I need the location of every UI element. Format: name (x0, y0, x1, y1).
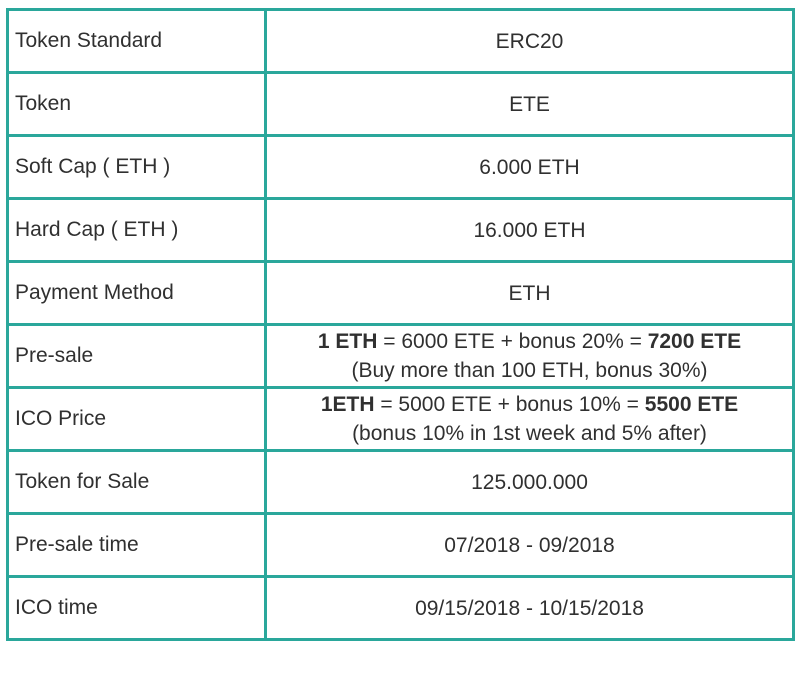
value-line: 07/2018 - 09/2018 (444, 533, 615, 557)
row-label-hard-cap-eth: Hard Cap ( ETH ) (8, 199, 266, 262)
value-line: 125.000.000 (471, 470, 588, 494)
value-line: 6.000 ETH (479, 155, 580, 179)
row-label-token-for-sale: Token for Sale (8, 451, 266, 514)
row-value-token-for-sale (266, 451, 794, 514)
ico-info-table-body (8, 10, 794, 640)
value-line: (bonus 10% in 1st week and 5% after) (352, 422, 707, 445)
row-label-soft-cap-eth: Soft Cap ( ETH ) (8, 136, 266, 199)
row-value-pre-sale-time (266, 514, 794, 577)
value-line: ERC20 (495, 29, 564, 53)
row-label-pre-sale: Pre-sale (8, 325, 266, 388)
table-row-soft-cap-eth (8, 136, 794, 199)
value-line: ETH (508, 281, 551, 305)
table-row-ico-price (8, 388, 794, 451)
value-line: 16.000 ETH (473, 218, 586, 242)
table-row-token-for-sale (8, 451, 794, 514)
row-label-ico-price: ICO Price (8, 388, 266, 451)
row-label-token: Token (8, 73, 266, 136)
row-label-ico-time: ICO time (8, 577, 266, 640)
table-row-token-standard (8, 10, 794, 73)
row-value-token (266, 73, 794, 136)
value-line: 09/15/2018 - 10/15/2018 (415, 596, 644, 620)
row-value-soft-cap-eth (266, 136, 794, 199)
row-label-pre-sale-time: Pre-sale time (8, 514, 266, 577)
row-value-payment-method (266, 262, 794, 325)
row-value-pre-sale (266, 325, 794, 388)
table-row-ico-time (8, 577, 794, 640)
row-value-token-standard (266, 10, 794, 73)
row-label-token-standard: Token Standard (8, 10, 266, 73)
row-label-payment-method: Payment Method (8, 262, 266, 325)
value-line: 1 ETH = 6000 ETE + bonus 20% = 7200 ETE (317, 330, 742, 353)
value-line: 1ETH = 5000 ETE + bonus 10% = 5500 ETE (320, 393, 739, 416)
ico-info-table (6, 8, 795, 641)
table-row-token (8, 73, 794, 136)
table-row-payment-method (8, 262, 794, 325)
row-value-ico-time (266, 577, 794, 640)
row-value-ico-price (266, 388, 794, 451)
value-line: (Buy more than 100 ETH, bonus 30%) (351, 359, 708, 382)
row-value-hard-cap-eth (266, 199, 794, 262)
value-line: ETE (509, 92, 550, 116)
table-row-pre-sale-time (8, 514, 794, 577)
table-row-hard-cap-eth (8, 199, 794, 262)
table-row-pre-sale (8, 325, 794, 388)
